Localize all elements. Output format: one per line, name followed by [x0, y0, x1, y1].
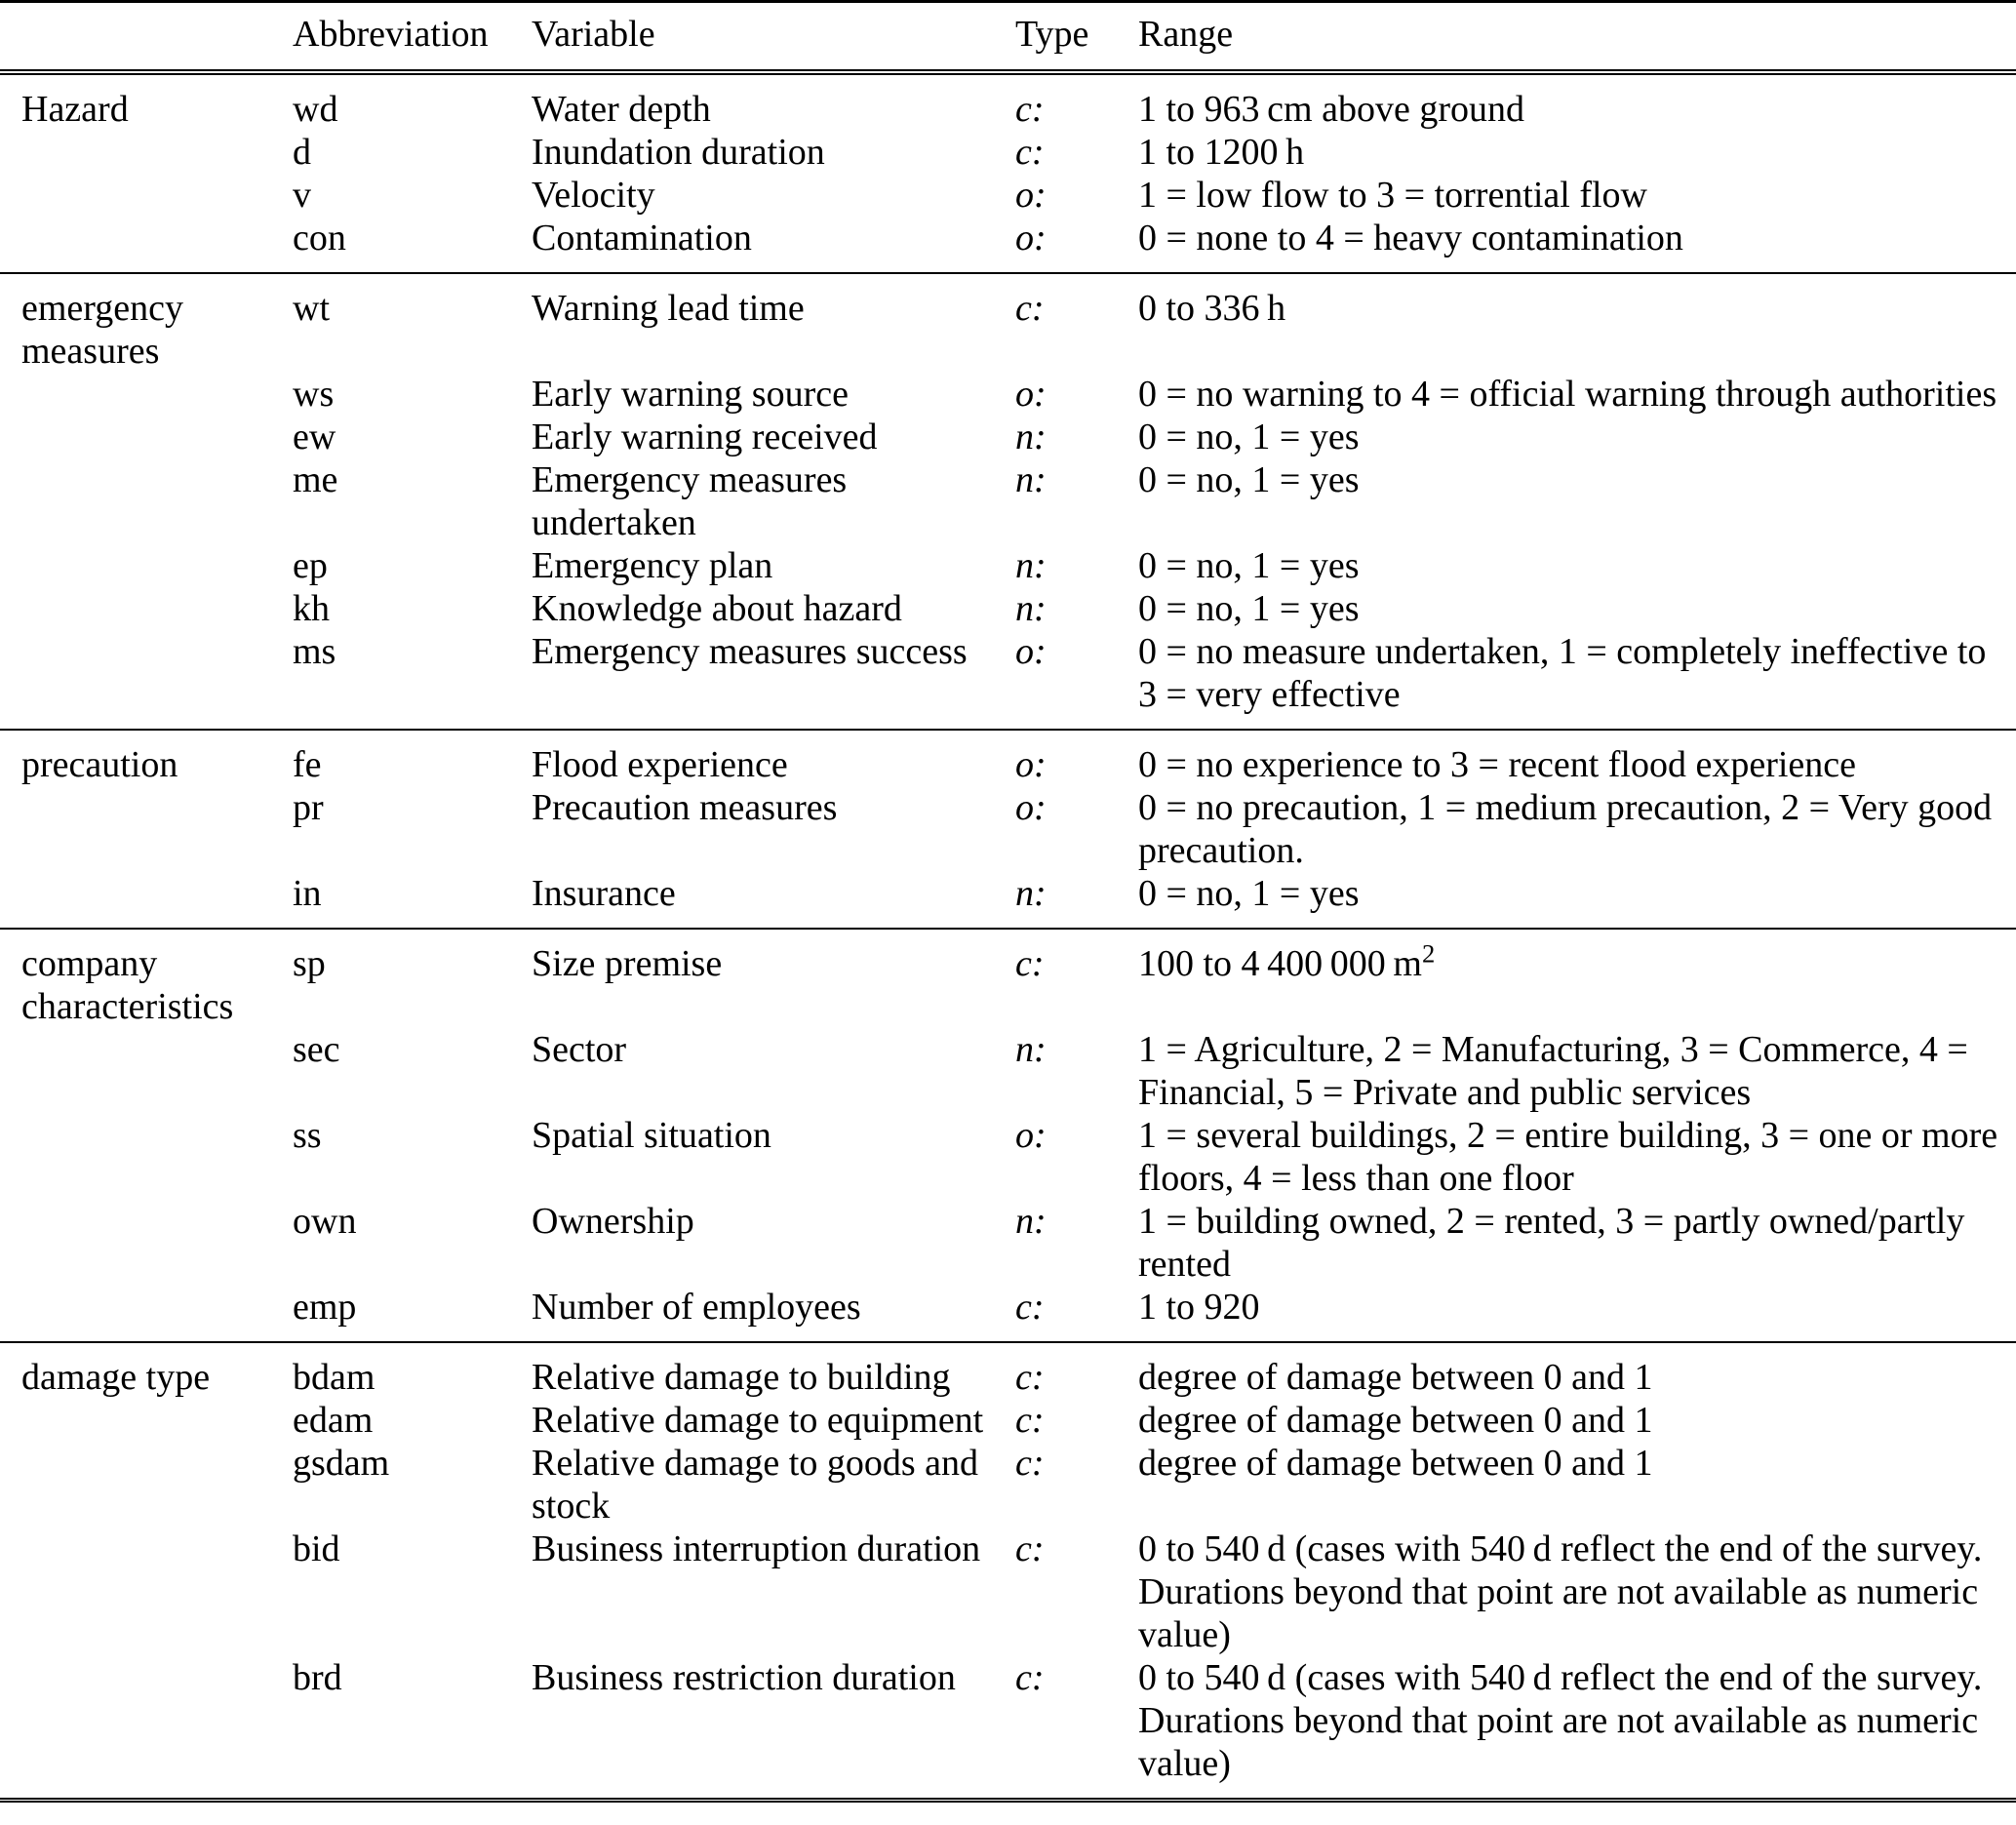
category-cell	[0, 217, 293, 273]
table-row	[0, 273, 2016, 373]
range-cell: 0 = no measure undertaken, 1 = completely ineffective to 3 = very effective	[1138, 631, 1987, 715]
variable-cell: Precaution measures	[532, 787, 838, 828]
abbreviation-cell: me	[293, 459, 338, 500]
type-cell: c:	[1015, 1287, 1045, 1328]
table-row	[0, 1200, 2016, 1286]
type-cell: c:	[1015, 943, 1045, 984]
variable-cell: Spatial situation	[532, 1115, 771, 1156]
category-cell	[0, 373, 293, 416]
range-cell: degree of damage between 0 and 1	[1138, 1443, 1653, 1484]
category-cell	[0, 1114, 293, 1200]
category-cell	[0, 544, 293, 587]
category-cell	[0, 1527, 293, 1656]
range-cell: 0 = no, 1 = yes	[1138, 459, 1360, 500]
header-category	[0, 2, 293, 73]
variable-cell: Emergency measures undertaken	[532, 459, 848, 543]
range-cell: degree of damage between 0 and 1	[1138, 1400, 1653, 1441]
abbreviation-cell: gsdam	[293, 1443, 390, 1484]
range-cell: 0 to 540 d (cases with 540 d reflect the end of the survey. Durations beyond that point are not available as numeric value)	[1138, 1528, 1983, 1655]
category-cell	[0, 416, 293, 458]
header-abbreviation: Abbreviation	[293, 2, 532, 73]
range-cell: 1 = building owned, 2 = rented, 3 = partly owned/partly rented	[1138, 1201, 1965, 1285]
type-cell: o:	[1015, 374, 1047, 415]
type-cell: o:	[1015, 1115, 1047, 1156]
table-row	[0, 458, 2016, 544]
category-cell	[0, 630, 293, 730]
type-cell: c:	[1015, 1357, 1045, 1398]
abbreviation-cell: edam	[293, 1400, 374, 1441]
range-cell: 1 = low flow to 3 = torrential flow	[1138, 175, 1647, 216]
abbreviation-cell: con	[293, 218, 346, 258]
category-cell	[0, 872, 293, 929]
type-cell: c:	[1015, 288, 1045, 329]
abbreviation-cell: kh	[293, 588, 330, 629]
table-row	[0, 416, 2016, 458]
abbreviation-cell: ss	[293, 1115, 322, 1156]
variable-cell: Relative damage to goods and stock	[532, 1443, 978, 1527]
abbreviation-cell: ms	[293, 631, 336, 672]
variable-cell: Flood experience	[532, 744, 788, 785]
table-row	[0, 730, 2016, 786]
abbreviation-cell: ew	[293, 417, 336, 457]
type-cell: c:	[1015, 1443, 1045, 1484]
category-cell	[0, 1656, 293, 1801]
range-text: 100 to 4 400 000 m	[1138, 943, 1422, 984]
abbreviation-cell: d	[293, 132, 311, 173]
variable-cell: Number of employees	[532, 1287, 861, 1328]
variable-cell: Water depth	[532, 89, 711, 130]
range-cell: 0 to 336 h	[1138, 288, 1286, 329]
table-row	[0, 630, 2016, 730]
variable-cell: Contamination	[532, 218, 752, 258]
section-hazard	[0, 72, 2016, 273]
table-row	[0, 1286, 2016, 1342]
range-cell	[1138, 929, 2016, 1028]
range-cell: degree of damage between 0 and 1	[1138, 1357, 1653, 1398]
category-cell	[0, 587, 293, 630]
abbreviation-cell: emp	[293, 1287, 357, 1328]
table-row	[0, 131, 2016, 174]
type-cell: c:	[1015, 1657, 1045, 1698]
category-cell	[0, 174, 293, 217]
type-cell: n:	[1015, 417, 1047, 457]
type-cell: n:	[1015, 545, 1047, 586]
variable-cell: Relative damage to equipment	[532, 1400, 984, 1441]
range-cell: 0 = no experience to 3 = recent flood experience	[1138, 744, 1857, 785]
header-variable: Variable	[532, 2, 1015, 73]
category-cell: emergency measures	[21, 288, 183, 372]
table-row	[0, 217, 2016, 273]
type-cell: o:	[1015, 744, 1047, 785]
table-row	[0, 174, 2016, 217]
type-cell: c:	[1015, 89, 1045, 130]
section-precaution	[0, 730, 2016, 929]
table-row	[0, 1342, 2016, 1399]
variable-cell: Velocity	[532, 175, 655, 216]
header-type: Type	[1015, 2, 1138, 73]
range-cell: 0 to 540 d (cases with 540 d reflect the end of the survey. Durations beyond that point are not available as numeric value)	[1138, 1657, 1983, 1784]
variable-cell: Insurance	[532, 873, 676, 914]
category-cell: company characteristics	[21, 943, 234, 1027]
abbreviation-cell: ws	[293, 374, 335, 415]
variable-cell: Knowledge about hazard	[532, 588, 902, 629]
category-cell: Hazard	[21, 89, 129, 130]
header-range: Range	[1138, 2, 2016, 73]
range-cell: 0 = no, 1 = yes	[1138, 545, 1360, 586]
range-cell: 0 = no, 1 = yes	[1138, 873, 1360, 914]
table-row	[0, 1656, 2016, 1801]
table-header-row	[0, 2, 2016, 73]
table-row	[0, 72, 2016, 131]
abbreviation-cell: wt	[293, 288, 330, 329]
variable-cell: Business interruption duration	[532, 1528, 981, 1569]
category-cell	[0, 1028, 293, 1114]
table-row	[0, 1399, 2016, 1442]
variable-cell: Sector	[532, 1029, 627, 1070]
category-cell: precaution	[21, 744, 178, 785]
type-cell: o:	[1015, 631, 1047, 672]
variable-cell: Early warning source	[532, 374, 849, 415]
table-row	[0, 872, 2016, 929]
type-cell: o:	[1015, 218, 1047, 258]
category-cell	[0, 1200, 293, 1286]
abbreviation-cell: wd	[293, 89, 338, 130]
abbreviation-cell: fe	[293, 744, 322, 785]
square-meter-superscript: 2	[1421, 938, 1436, 969]
table-row	[0, 1442, 2016, 1527]
abbreviation-cell: ep	[293, 545, 328, 586]
type-cell: n:	[1015, 873, 1047, 914]
category-cell	[0, 1442, 293, 1527]
range-cell: 1 = several buildings, 2 = entire building, 3 = one or more floors, 4 = less than one floor	[1138, 1115, 1998, 1199]
type-cell: o:	[1015, 175, 1047, 216]
range-cell: 0 = no precaution, 1 = medium precaution, 2 = Very good precaution.	[1138, 787, 1993, 871]
abbreviation-cell: bid	[293, 1528, 340, 1569]
type-cell: c:	[1015, 1528, 1045, 1569]
category-cell	[0, 131, 293, 174]
variable-cell: Business restriction duration	[532, 1657, 956, 1698]
section-emergency-measures	[0, 273, 2016, 730]
section-damage-type	[0, 1342, 2016, 1801]
table-row	[0, 929, 2016, 1028]
table-row	[0, 373, 2016, 416]
variable-cell: Inundation duration	[532, 132, 825, 173]
type-cell: n:	[1015, 1201, 1047, 1242]
variable-cell: Warning lead time	[532, 288, 805, 329]
table-row	[0, 587, 2016, 630]
type-cell: o:	[1015, 787, 1047, 828]
table-row	[0, 544, 2016, 587]
variable-cell: Ownership	[532, 1201, 694, 1242]
variable-cell: Size premise	[532, 943, 723, 984]
range-cell: 0 = no warning to 4 = official warning through authorities	[1138, 374, 1997, 415]
table-row	[0, 1527, 2016, 1656]
abbreviation-cell: sec	[293, 1029, 340, 1070]
variable-cell: Relative damage to building	[532, 1357, 951, 1398]
range-cell: 1 to 963 cm above ground	[1138, 89, 1524, 130]
category-cell	[0, 1399, 293, 1442]
range-cell: 0 = no, 1 = yes	[1138, 588, 1360, 629]
abbreviation-cell: own	[293, 1201, 357, 1242]
variable-cell: Emergency plan	[532, 545, 773, 586]
table-row	[0, 786, 2016, 872]
range-cell: 1 to 920	[1138, 1287, 1260, 1328]
category-cell: damage type	[21, 1357, 211, 1398]
section-company-characteristics	[0, 929, 2016, 1342]
abbreviation-cell: in	[293, 873, 322, 914]
type-cell: n:	[1015, 588, 1047, 629]
category-cell	[0, 786, 293, 872]
range-cell: 1 = Agriculture, 2 = Manufacturing, 3 = Commerce, 4 = Financial, 5 = Private and public services	[1138, 1029, 1968, 1113]
type-cell: c:	[1015, 1400, 1045, 1441]
category-cell	[0, 458, 293, 544]
type-cell: n:	[1015, 1029, 1047, 1070]
range-cell: 0 = none to 4 = heavy contamination	[1138, 218, 1683, 258]
abbreviation-cell: v	[293, 175, 311, 216]
category-cell	[0, 1286, 293, 1342]
abbreviation-cell: pr	[293, 787, 324, 828]
type-cell: n:	[1015, 459, 1047, 500]
abbreviation-cell: sp	[293, 943, 326, 984]
type-cell: c:	[1015, 132, 1045, 173]
table-row	[0, 1028, 2016, 1114]
range-cell: 0 = no, 1 = yes	[1138, 417, 1360, 457]
variable-cell: Emergency measures success	[532, 631, 968, 672]
abbreviation-cell: bdam	[293, 1357, 376, 1398]
variable-cell: Early warning received	[532, 417, 878, 457]
table-row	[0, 1114, 2016, 1200]
abbreviation-cell: brd	[293, 1657, 342, 1698]
range-cell: 1 to 1200 h	[1138, 132, 1305, 173]
